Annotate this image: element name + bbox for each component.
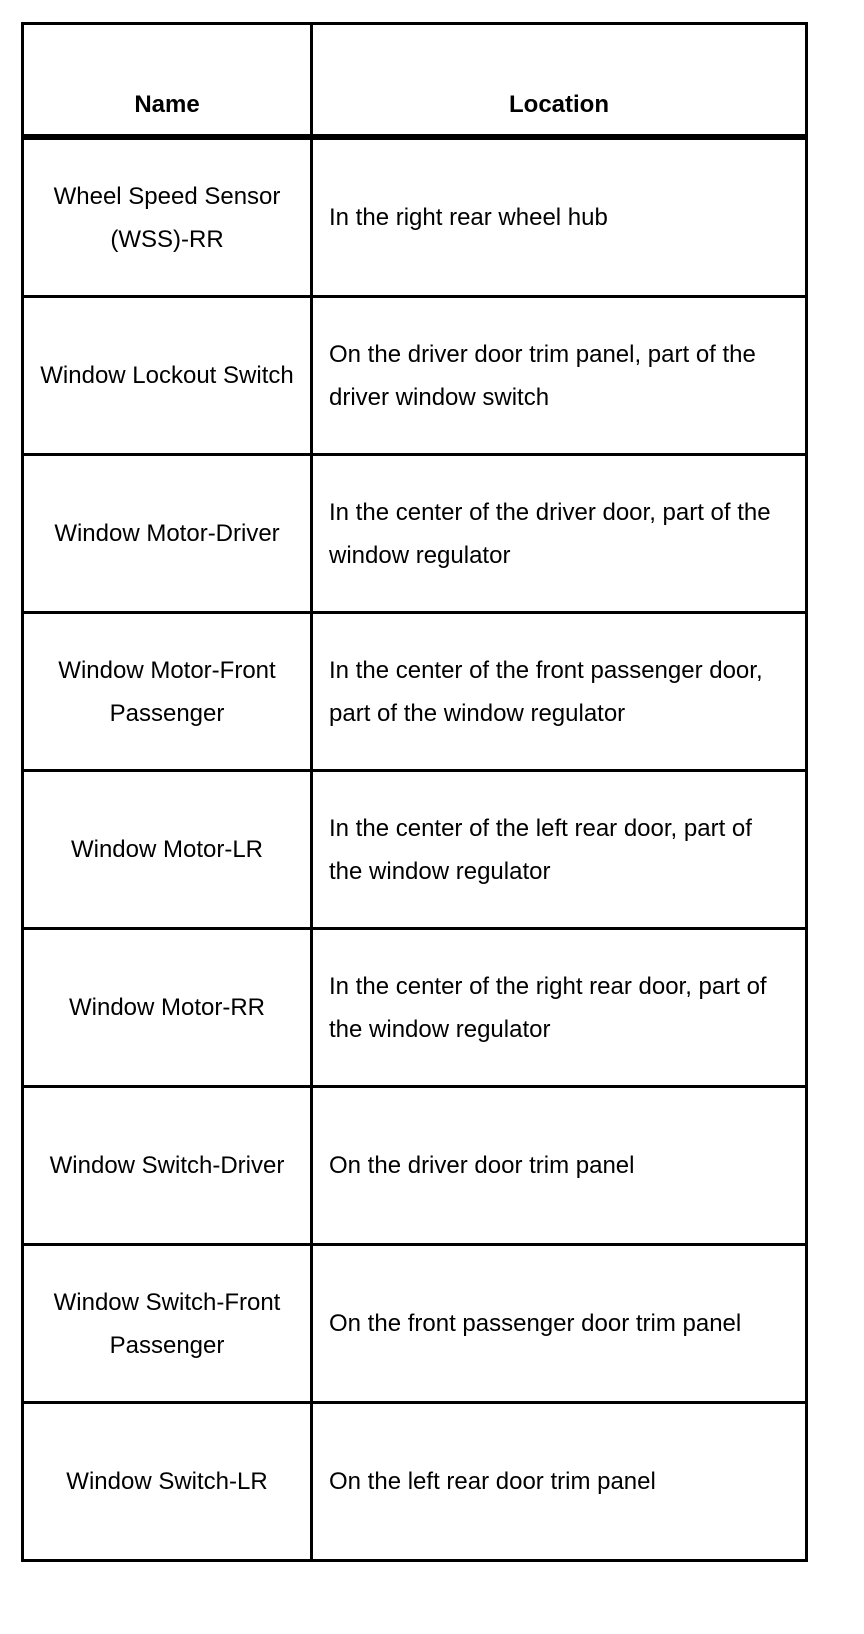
component-location: In the center of the driver door, part of the window regulator [312, 455, 807, 613]
component-name: Wheel Speed Sensor (WSS)-RR [23, 137, 312, 297]
table-row [23, 771, 807, 929]
component-name: Window Switch-Front Passenger [23, 1245, 312, 1403]
component-name: Window Motor-LR [23, 771, 312, 929]
component-name: Window Motor-Front Passenger [23, 613, 312, 771]
header-row [23, 24, 807, 138]
component-location: On the driver door trim panel [312, 1087, 807, 1245]
table-row [23, 137, 807, 297]
table-row [23, 1245, 807, 1403]
table-row [23, 455, 807, 613]
component-location: On the driver door trim panel, part of the driver window switch [312, 297, 807, 455]
location-column-header: Location [312, 24, 807, 138]
component-name: Window Switch-LR [23, 1403, 312, 1561]
component-location: In the center of the right rear door, part of the window regulator [312, 929, 807, 1087]
component-name: Window Switch-Driver [23, 1087, 312, 1245]
component-location: In the center of the front passenger door, part of the window regulator [312, 613, 807, 771]
component-name: Window Motor-Driver [23, 455, 312, 613]
component-name: Window Lockout Switch [23, 297, 312, 455]
component-location: In the center of the left rear door, part of the window regulator [312, 771, 807, 929]
component-location-table [21, 22, 808, 1562]
table-row [23, 297, 807, 455]
component-name: Window Motor-RR [23, 929, 312, 1087]
name-column-header: Name [23, 24, 312, 138]
component-location: On the front passenger door trim panel [312, 1245, 807, 1403]
component-location-table-container [21, 22, 805, 1562]
component-location: On the left rear door trim panel [312, 1403, 807, 1561]
table-row [23, 1087, 807, 1245]
component-location: In the right rear wheel hub [312, 137, 807, 297]
table-row [23, 1403, 807, 1561]
table-row [23, 929, 807, 1087]
table-row [23, 613, 807, 771]
